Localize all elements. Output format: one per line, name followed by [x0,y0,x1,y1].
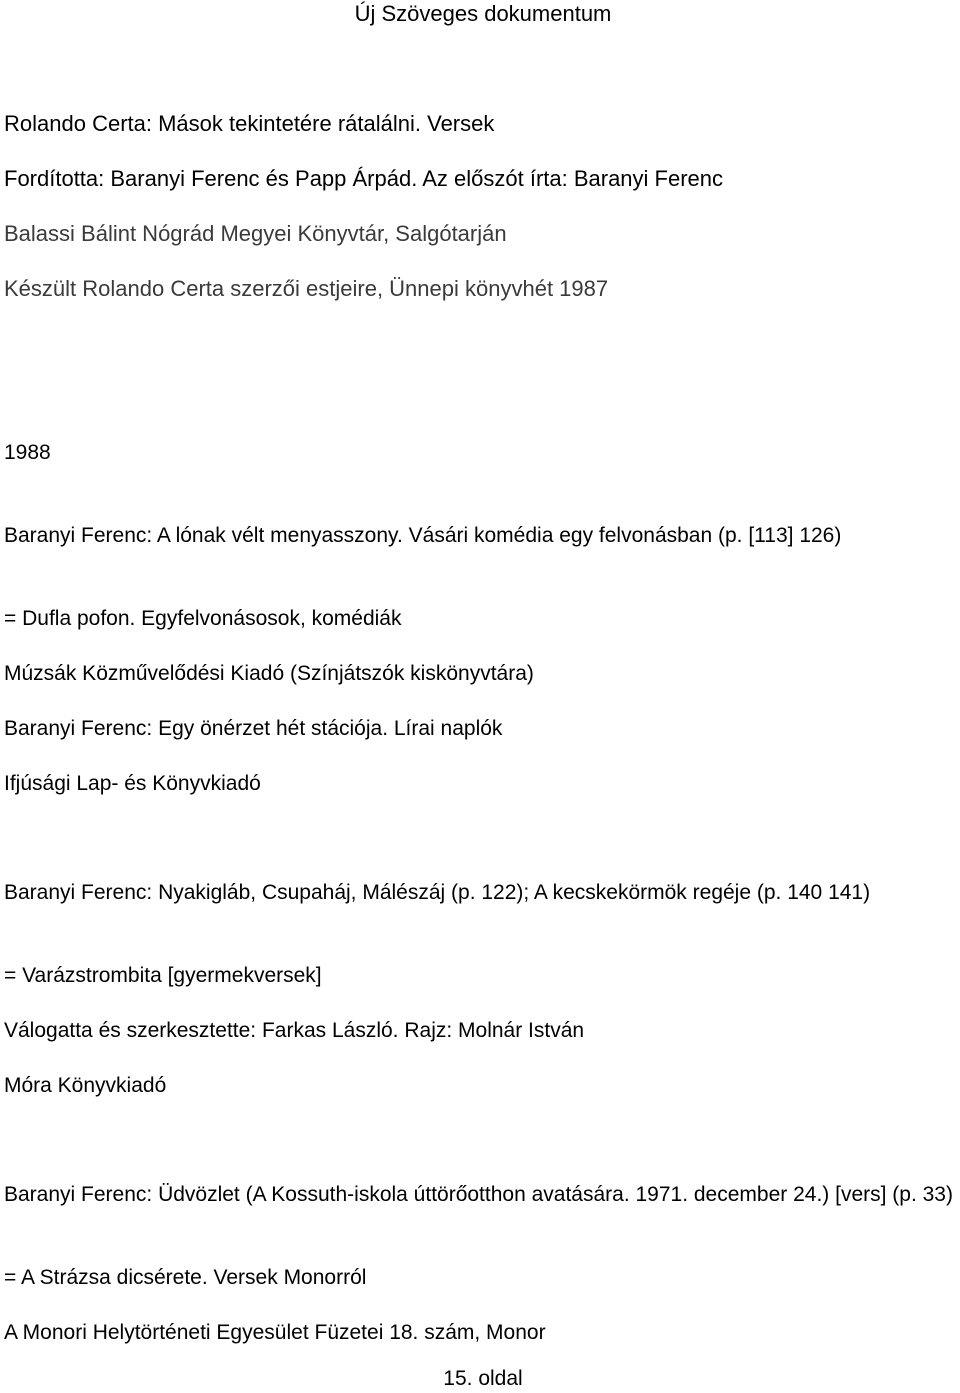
year-heading: 1988 [4,441,51,464]
text-line: Készült Rolando Certa szerzői estjeire, Ünnepi könyvhét 1987 [4,276,609,301]
text-line: Fordította: Baranyi Ferenc és Papp Árpád. Az előszót írta: Baranyi Ferenc [4,166,724,191]
entry-citation: Baranyi Ferenc: A lónak vélt menyasszony. Vásári komédia egy felvonásban (p. [113] 126) [4,524,842,547]
entry-publisher: Múzsák Közművelődési Kiadó (Színjátszók kiskönyvtára) [4,662,534,685]
entry-citation: Baranyi Ferenc: Nyakigláb, Csupaháj, Málészáj (p. 122); A kecskekörmök regéje (p. 140 141) [4,881,871,904]
entry-in-work: = A Strázsa dicsérete. Versek Monorról [4,1266,367,1289]
text-line: Rolando Certa: Mások tekintetére rátalálni. Versek [4,111,495,136]
page-number: 15. oldal [443,1367,523,1390]
entry-publisher: Ifjúsági Lap- és Könyvkiadó [4,772,261,795]
entry-in-work: = Varázstrombita [gyermekversek] [4,964,322,987]
entry-in-work: = Dufla pofon. Egyfelvonásosok, komédiák [4,607,402,630]
text-line: Balassi Bálint Nógrád Megyei Könyvtár, Salgótarján [4,221,507,246]
entry-citation: Baranyi Ferenc: Üdvözlet (A Kossuth-iskola úttörőotthon avatására. 1971. december 24.) [vers] (p. 33) [4,1183,953,1206]
entry-citation: Baranyi Ferenc: Egy önérzet hét stációja. Lírai naplók [4,717,503,740]
document-title: Új Szöveges dokumentum [354,1,612,26]
entry-editors: Válogatta és szerkesztette: Farkas László. Rajz: Molnár István [4,1019,585,1042]
entry-publisher: A Monori Helytörténeti Egyesület Füzetei 18. szám, Monor [4,1321,546,1344]
entry-publisher: Móra Könyvkiadó [4,1074,167,1097]
